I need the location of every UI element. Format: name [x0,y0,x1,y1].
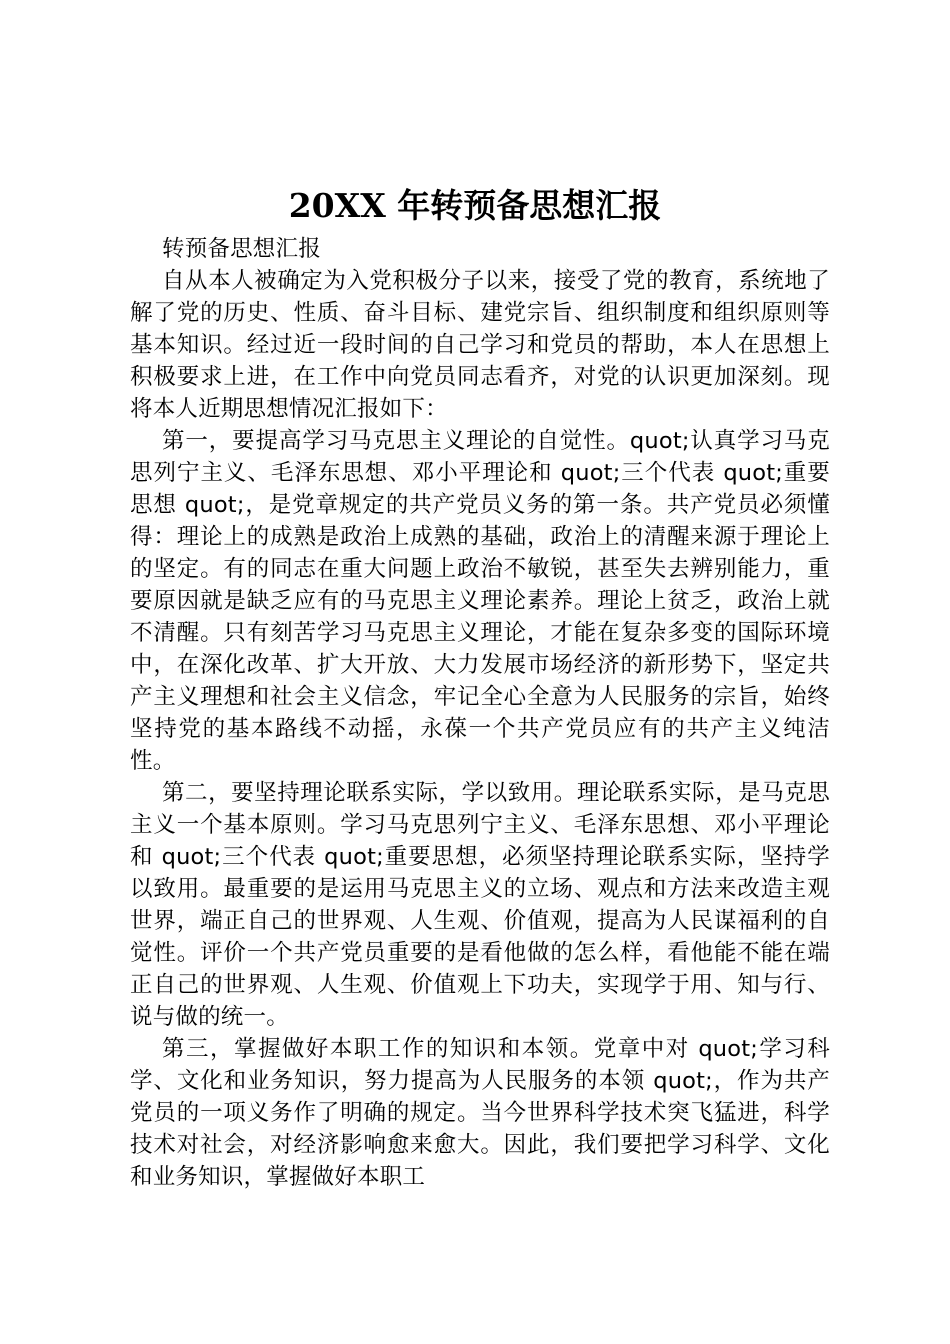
document-body [130,233,830,1193]
paragraph-first-point: 第一，要提高学习马克思主义理论的自觉性。quot;认真学习马克思列宁主义、毛泽东思想、邓小平理论和 quot;三个代表 quot;重要思想 quot;，是党章规定的共产党员义务的第一条。共产党员必须懂得：理论上的成熟是政治上成熟的基础，政治上的清醒来源于理论上的坚定。有的同志在重大问题上政治不敏锐，甚至失去辨别能力，重要原因就是缺乏应有的马克思主义理论素养。理论上贫乏，政治上就不清醒。只有刻苦学习马克思主义理论，才能在复杂多变的国际环境中，在深化改革、扩大开放、大力发展市场经济的新形势下，坚定共产主义理想和社会主义信念，牢记全心全意为人民服务的宗旨，始终坚持党的基本路线不动摇，永葆一个共产党员应有的共产主义纯洁性。 [130,428,830,774]
paragraph-third-point: 第三，掌握做好本职工作的知识和本领。党章中对 quot;学习科学、文化和业务知识，努力提高为人民服务的本领 quot;，作为共产党员的一项义务作了明确的规定。当今世界科学技术突飞猛进，科学技术对社会，对经济影响愈来愈大。因此，我们要把学习科学、文化和业务知识，掌握做好本职工 [130,1036,830,1190]
paragraph-intro: 自从本人被确定为入党积极分子以来，接受了党的教育，系统地了解了党的历史、性质、奋斗目标、建党宗旨、组织制度和组织原则等基本知识。经过近一段时间的自己学习和党员的帮助，本人在思想上积极要求上进，在工作中向党员同志看齐，对党的认识更加深刻。现将本人近期思想情况汇报如下： [130,268,830,422]
paragraph-heading: 转预备思想汇报 [162,236,321,262]
document-title: 20XX 年转预备思想汇报 [288,186,662,225]
paragraph-second-point: 第二，要坚持理论联系实际，学以致用。理论联系实际，是马克思主义一个基本原则。学习马克思列宁主义、毛泽东思想、邓小平理论和 quot;三个代表 quot;重要思想，必须坚持理论联系实际，坚持学以致用。最重要的是运用马克思主义的立场、观点和方法来改造主观世界，端正自己的世界观、人生观、价值观，提高为人民谋福利的自觉性。评价一个共产党员重要的是看他做的怎么样，看他能不能在端正自己的世界观、人生观、价值观上下功夫，实现学于用、知与行、说与做的统一。 [130,780,830,1030]
